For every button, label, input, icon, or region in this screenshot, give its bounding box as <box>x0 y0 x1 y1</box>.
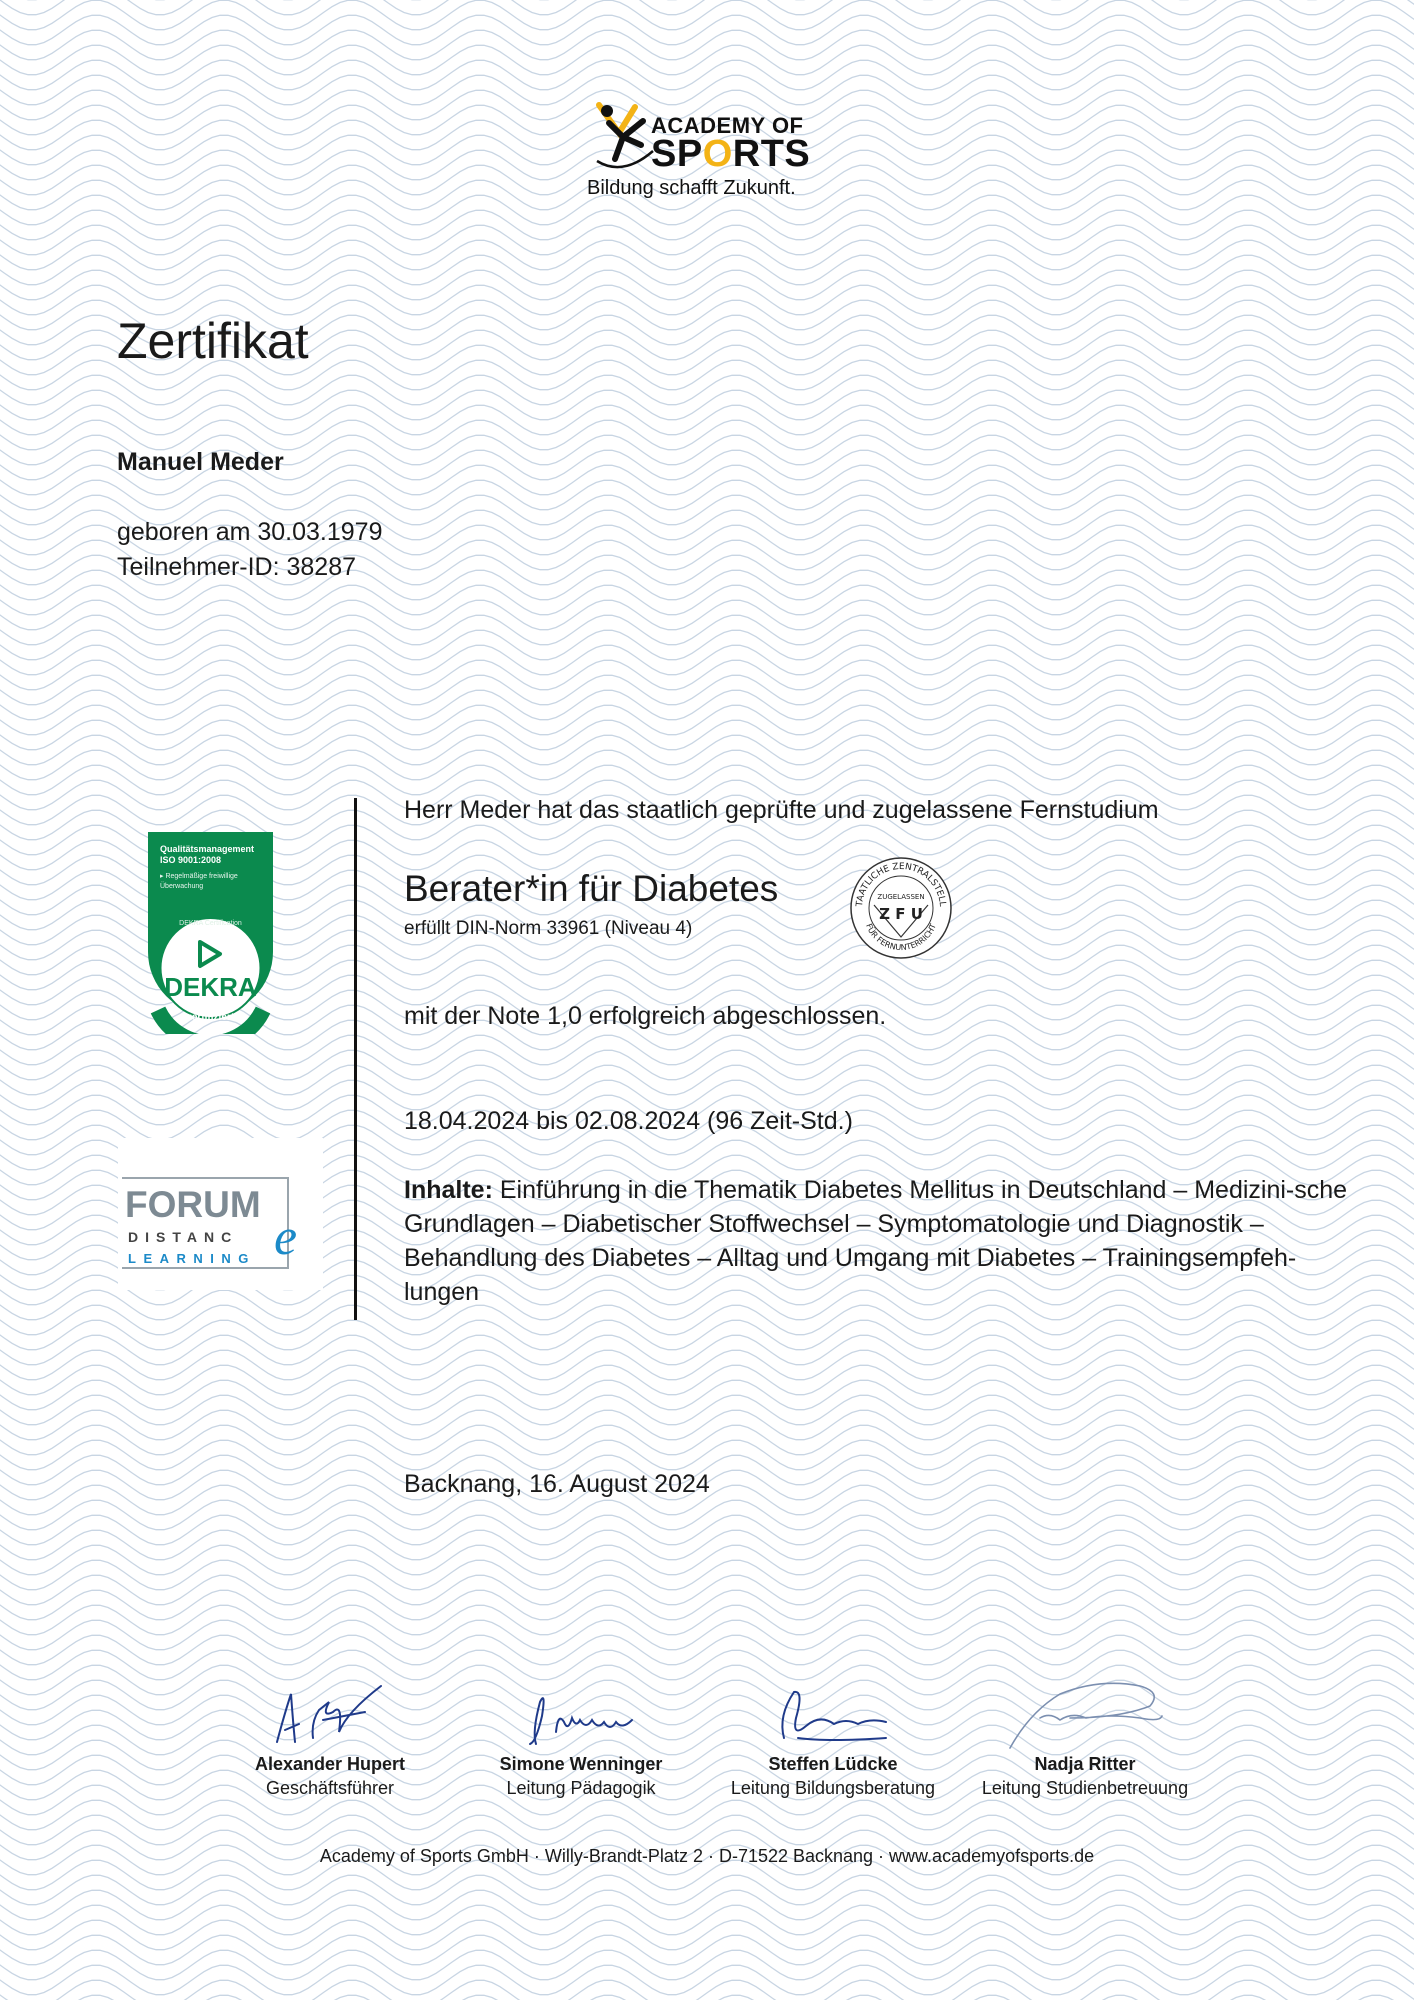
signature-block <box>215 1672 445 1799</box>
signatory-name: Alexander Hupert <box>254 1754 406 1774</box>
contents-label: Inhalte: <box>404 1176 493 1204</box>
dekra-sub-label <box>160 872 238 892</box>
zfu-ring-bottom-text: FÜR FERNUNTERRICHT <box>864 922 938 953</box>
dekra-cert-label: DEKRA Certification <box>179 920 242 927</box>
handwritten-signature-4 <box>990 1672 1180 1752</box>
zfu-letters: Z F U <box>879 905 923 923</box>
brand-o: O <box>702 133 733 175</box>
handwritten-signature-3 <box>758 1672 908 1752</box>
wave-line <box>0 1695 1414 1724</box>
athlete-figure-icon <box>593 101 657 177</box>
wave-line <box>0 1710 1414 1739</box>
grade-statement: mit der Note 1,0 erfolgreich abgeschlossen. <box>404 1002 887 1030</box>
signatory-name: Nadja Ritter <box>1034 1754 1136 1774</box>
wave-line <box>0 1575 1414 1604</box>
wave-line <box>0 1785 1414 1814</box>
participant-id: Teilnehmer-ID: 38287 <box>117 553 357 581</box>
footer-address: Academy of Sports GmbH · Willy-Brandt-Platz 2 · D-71522 Backnang · www.academyofsports.de <box>319 1846 1095 1866</box>
dekra-zertifiziert: zertifiziert <box>186 1012 235 1023</box>
signature-block <box>970 1672 1200 1799</box>
wave-line <box>0 1530 1414 1559</box>
wave-line <box>0 1905 1414 1934</box>
contents-text: Einführung in die Thematik Diabetes Mellitus in Deutschland – Medizini-sche Grundlagen – Diabetischer Stoffwechsel – Symptomatologie und Diagnostik – Behandlung des Diabetes – Alltag und Umgang mit Diabetes – Trainingsempfeh-lungen <box>404 1176 1348 1306</box>
wave-line <box>0 15 1414 44</box>
signatory-name: Simone Wenninger <box>499 1754 663 1774</box>
wave-line <box>0 1035 1414 1064</box>
forum-wordmark: FORUM <box>125 1184 261 1225</box>
wave-line <box>0 1920 1414 1949</box>
wave-line <box>0 1500 1414 1529</box>
wave-line <box>0 1770 1414 1799</box>
dekra-qm-text: Qualitätsmanagement <box>160 844 255 854</box>
wave-line <box>0 390 1414 419</box>
birth-date: geboren am 30.03.1979 <box>117 518 383 546</box>
wave-line <box>0 240 1414 269</box>
wave-line <box>0 1995 1414 2000</box>
wave-line <box>0 285 1414 314</box>
wave-line <box>0 765 1414 794</box>
place-and-date: Backnang, 16. August 2024 <box>404 1470 710 1498</box>
academy-of-sports-logo <box>585 95 835 205</box>
brand-tagline: Bildung schafft Zukunft. <box>587 177 796 199</box>
wave-line <box>0 1875 1414 1904</box>
wave-line <box>0 720 1414 749</box>
wave-line <box>0 1350 1414 1379</box>
course-contents <box>404 1173 1350 1309</box>
brand-name-line-2 <box>651 133 810 176</box>
wave-line <box>0 0 1414 29</box>
wave-line <box>0 1605 1414 1634</box>
wave-line <box>0 1065 1414 1094</box>
wave-line <box>0 1680 1414 1709</box>
wave-line <box>0 420 1414 449</box>
wave-line <box>0 1950 1414 1979</box>
forum-distance-learning-logo <box>118 1138 323 1290</box>
wave-line <box>0 1650 1414 1679</box>
wave-line <box>0 1410 1414 1439</box>
wave-line <box>0 705 1414 734</box>
signatory-role: Leitung Pädagogik <box>506 1778 656 1798</box>
handwritten-signature-2 <box>506 1672 656 1752</box>
wave-line <box>0 1335 1414 1364</box>
wave-line <box>0 1050 1414 1079</box>
wave-line <box>0 1590 1414 1619</box>
course-period: 18.04.2024 bis 02.08.2024 (96 Zeit-Std.) <box>404 1107 853 1135</box>
wave-line <box>0 1665 1414 1694</box>
wave-line <box>0 45 1414 74</box>
wave-line <box>0 735 1414 764</box>
dekra-certification-badge <box>148 832 273 1034</box>
wave-line <box>0 1380 1414 1409</box>
brand-sp: SP <box>651 133 703 175</box>
wave-line <box>0 1515 1414 1544</box>
participant-name: Manuel Meder <box>117 448 284 476</box>
wave-line <box>0 645 1414 674</box>
wave-line <box>0 255 1414 284</box>
wave-line <box>0 690 1414 719</box>
wave-line <box>0 1425 1414 1454</box>
wave-line <box>0 585 1414 614</box>
dekra-iso-text: ISO 9001:2008 <box>160 855 222 865</box>
wave-line <box>0 1395 1414 1424</box>
wave-line <box>0 1080 1414 1109</box>
wave-line <box>0 750 1414 779</box>
dekra-sub1-text: ▸ Regelmäßige freiwillige <box>160 873 238 880</box>
wave-line <box>0 675 1414 704</box>
signatory-role: Leitung Studienbetreuung <box>981 1778 1189 1798</box>
certificate-title: Zertifikat <box>117 313 309 369</box>
wave-line <box>0 210 1414 239</box>
din-norm-note: erfüllt DIN-Norm 33961 (Niveau 4) <box>404 918 693 939</box>
wave-line <box>0 1800 1414 1829</box>
wave-line <box>0 660 1414 689</box>
wave-line <box>0 1740 1414 1769</box>
dekra-sub2-text: Überwachung <box>160 883 204 890</box>
wave-line <box>0 1305 1414 1334</box>
forum-learning-word: LEARNING <box>128 1251 256 1266</box>
wave-line <box>0 270 1414 299</box>
wave-line <box>0 1755 1414 1784</box>
handwritten-signature-1 <box>255 1672 405 1752</box>
wave-line <box>0 1440 1414 1469</box>
signature-block <box>718 1672 948 1799</box>
signature-block <box>466 1672 696 1799</box>
wave-line <box>0 1365 1414 1394</box>
wave-line <box>0 60 1414 89</box>
wave-line <box>0 1935 1414 1964</box>
wave-line <box>0 1560 1414 1589</box>
wave-line <box>0 630 1414 659</box>
wave-line <box>0 1965 1414 1994</box>
brand-name-line-1: ACADEMY OF <box>651 113 804 138</box>
wave-line <box>0 225 1414 254</box>
intro-statement: Herr Meder hat das staatlich geprüfte und zugelassene Fernstudium <box>404 796 1159 824</box>
wave-line <box>0 1725 1414 1754</box>
wave-line <box>0 30 1414 59</box>
zfu-ring-top-text: TAATLICHE ZENTRALSTELL <box>854 861 948 908</box>
brand-rts: RTS <box>732 133 811 175</box>
dekra-qm-label <box>160 844 254 866</box>
wave-line <box>0 1545 1414 1574</box>
signatory-name: Steffen Lüdcke <box>768 1754 898 1774</box>
wave-line <box>0 375 1414 404</box>
zfu-seal <box>848 855 954 961</box>
course-title: Berater*in für Diabetes <box>404 868 779 909</box>
forum-e-glyph: e <box>274 1209 298 1266</box>
wave-line <box>0 480 1414 509</box>
wave-line <box>0 1635 1414 1664</box>
signatory-role: Geschäftsführer <box>265 1778 395 1798</box>
wave-line <box>0 1620 1414 1649</box>
wave-line <box>0 1815 1414 1844</box>
wave-line <box>0 615 1414 644</box>
dekra-wordmark: DEKRA <box>164 972 257 1002</box>
forum-distance-word: DISTANC <box>128 1229 239 1245</box>
vertical-divider <box>354 798 357 1320</box>
wave-line <box>0 600 1414 629</box>
zfu-zugelassen-text: ZUGELASSEN <box>877 893 925 901</box>
wave-line <box>0 405 1414 434</box>
signatory-role: Leitung Bildungsberatung <box>730 1778 936 1798</box>
wave-line <box>0 1320 1414 1349</box>
wave-line <box>0 1890 1414 1919</box>
